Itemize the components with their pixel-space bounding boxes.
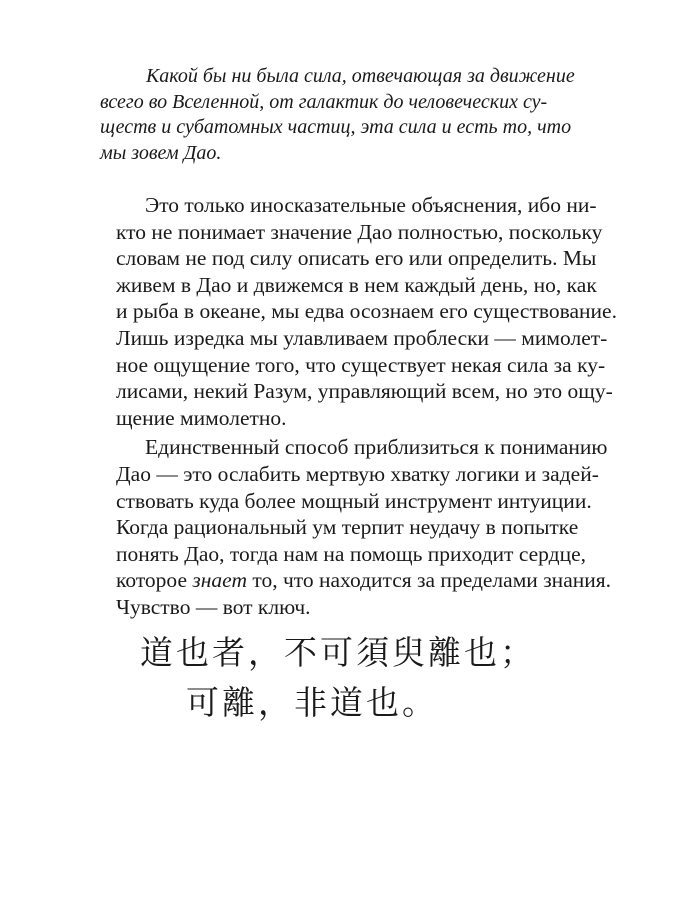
verse-line-2: 可離，非道也。 bbox=[186, 683, 438, 722]
paragraph-1-line: щение мимолетно. bbox=[116, 405, 287, 430]
text-run: которое bbox=[116, 568, 193, 593]
quote-line: мы зовем Дао. bbox=[100, 141, 222, 164]
text-run: то, что находится за пределами знания. bbox=[246, 568, 612, 593]
paragraph-1-line: живем в Дао и движемся в нем каждый день, но, как bbox=[116, 272, 597, 297]
paragraph-2-line: понять Дао, тогда нам на помощь приходит сердце, bbox=[116, 541, 587, 566]
paragraph-1-line: и рыба в океане, мы едва осознаем его существование. bbox=[116, 299, 617, 324]
body-text bbox=[116, 192, 616, 621]
paragraph-2-line: Когда рациональный ум терпит неудачу в попытке bbox=[116, 515, 579, 540]
paragraph-1-line: словам не под силу описать его или определить. Мы bbox=[116, 246, 597, 271]
paragraph-1-line: лисами, некий Разум, управляющий всем, но это ощу- bbox=[116, 379, 613, 404]
chinese-verse bbox=[140, 628, 580, 728]
paragraph-1-line: кто не понимает значение Дао полностью, поскольку bbox=[116, 219, 603, 244]
paragraph-1-line: Лишь изредка мы улавливаем проблески — мимолет- bbox=[116, 325, 608, 350]
paragraph-2-line: Чувство — вот ключ. bbox=[116, 594, 311, 619]
emphasis-word: знает bbox=[192, 568, 247, 593]
verse-line-1: 道也者，不可須臾離也； bbox=[140, 633, 536, 672]
quote-line: всего во Вселенной, от галактик до человеческих су- bbox=[100, 90, 548, 113]
quote-line: ществ и субатомных частиц, эта сила и есть то, что bbox=[100, 116, 572, 138]
quote-line: Какой бы ни была сила, отвечающая за движение bbox=[146, 65, 575, 87]
paragraph-2-line-emphasis bbox=[116, 567, 616, 594]
paragraph-1-line: Это только иносказательные объяснения, ибо ни- bbox=[145, 193, 597, 217]
epigraph-quote bbox=[100, 64, 590, 166]
paragraph-2-line: Дао — это ослабить мертвую хватку логики и задей- bbox=[116, 461, 599, 486]
paragraph-1-line: ное ощущение того, что существует некая сила за ку- bbox=[116, 352, 606, 377]
paragraph-2-line: Единственный способ приблизиться к пониманию bbox=[145, 435, 608, 460]
paragraph-2-line: ствовать куда более мощный инструмент интуиции. bbox=[116, 488, 592, 513]
